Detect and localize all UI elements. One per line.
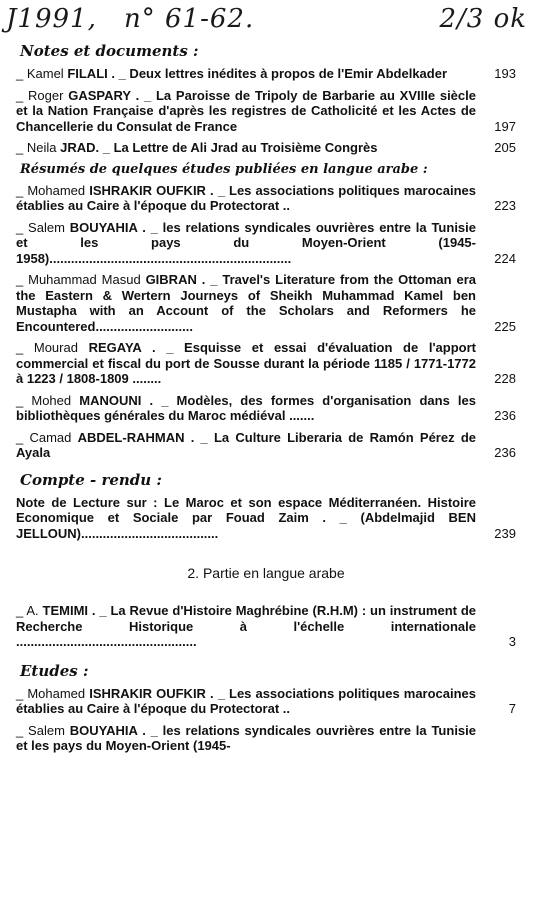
entry-title: . _ Les associations politiques marocaines établies au Caire à l'époque du Protectorat ..: [16, 182, 477, 213]
entry-surname: BOUYAHIA: [69, 219, 138, 235]
entry-surname: ISHRAKIR OUFKIR: [89, 685, 206, 701]
entry-title: . _ La Paroisse de Tripoly de Barbarie au XVIIIe siècle et la Nation Française d'après les registres de Catholicité et les Actes de Chancellerie du Consulat de France: [16, 87, 476, 134]
section-heading-compte-rendu: Compte - rendu :: [20, 470, 162, 489]
entry-dash: _: [16, 140, 27, 155]
entry-title: . _ La Lettre de Ali Jrad au Troisième Congrès: [95, 140, 378, 155]
entry-page-number: 7: [508, 701, 516, 716]
entry-surname: JRAD: [60, 140, 96, 155]
entry-first-name: Roger: [28, 87, 69, 103]
entry-page-number: 223: [494, 198, 516, 213]
entry-dash: _: [16, 340, 34, 355]
toc-entry: [16, 495, 516, 542]
entry-first-name: Salem: [28, 219, 70, 235]
entry-title: . _ La Culture Liberaria de Ramón Pérez de Ayala: [16, 429, 476, 460]
entry-first-name: Mohed: [31, 392, 80, 408]
entry-surname: GIBRAN: [145, 272, 197, 287]
toc-entry: [16, 686, 516, 717]
entry-dash: _: [16, 182, 28, 198]
entry-first-name: Neila: [26, 140, 61, 155]
toc-entry: [16, 393, 516, 424]
entry-surname: BOUYAHIA: [69, 722, 138, 738]
toc-entry: [16, 220, 516, 267]
entry-title: . _ La Revue d'Histoire Maghrébine (R.H.M) : un instrument de Recherche Historique à l'échelle internationale ..................................................: [16, 603, 476, 649]
entry-dash: _: [16, 219, 29, 235]
entry-dash: _: [16, 87, 29, 103]
handwritten-year: J1991,: [6, 4, 97, 34]
entry-title: . _ les relations syndicales ouvrières entre la Tunisie et les pays du Moyen-Orient (1945-1958)...................................................................: [16, 219, 476, 266]
entry-surname: ISHRAKIR OUFKIR: [89, 182, 206, 198]
section-heading-resumes: Résumés de quelques études publiées en langue arabe :: [20, 161, 428, 177]
entry-dash: _: [16, 392, 32, 408]
entry-dash: _: [16, 429, 30, 445]
entry-title: . _ les relations syndicales ouvrières entre la Tunisie et les pays du Moyen-Orient (1945-: [16, 722, 476, 753]
entry-page-number: 236: [494, 408, 516, 423]
entry-surname: BEN JELLOUN: [16, 510, 476, 541]
handwritten-check: 2/3 ok: [439, 4, 527, 34]
entry-first-name: Kamel: [26, 66, 68, 81]
entry-dash: _: [16, 66, 27, 81]
entry-dash: _: [16, 722, 29, 738]
entry-page-number: 3: [508, 634, 516, 649]
entry-surname: FILALI: [67, 66, 108, 81]
handwritten-issue: n° 61-62.: [124, 4, 255, 34]
entry-title: . _ Modèles, des formes d'organisation dans les bibliothèques générales du Maroc médiéval .......: [16, 392, 476, 423]
entry-title: Note de Lecture sur : Le Maroc et son espace Méditerranéen. Histoire Economique et Sociale par Fouad Zaim . _ (Abdelmajid: [16, 494, 476, 525]
entry-title: . _ Les associations politiques marocaines établies au Caire à l'époque du Protectorat ..: [16, 685, 477, 716]
toc-entry: [16, 88, 516, 135]
entry-title: . _ Travel's Literature from the Ottoman era the Eastern & Wertern Journeys of Sheikh Muhammad Kamel ben Mustapha with an Account of the Scholars and Reformers he Encountered...........................: [16, 272, 476, 334]
table-of-contents: [16, 38, 516, 760]
entry-page-number: 225: [494, 318, 516, 334]
section-heading-partie-arabe: 2. Partie en langue arabe: [187, 565, 345, 581]
entry-first-name: Salem: [28, 722, 70, 738]
entry-page-number: 224: [494, 250, 516, 266]
toc-entry: [16, 66, 516, 82]
toc-entry: [16, 723, 516, 754]
entry-first-name: Mohamed: [27, 685, 90, 701]
entry-surname: ABDEL-RAHMAN: [77, 429, 185, 445]
entry-dash: _: [16, 603, 27, 618]
entry-page-number: 197: [494, 118, 516, 134]
entry-first-name: Muhammad Masud: [28, 272, 146, 287]
entry-surname: REGAYA: [88, 340, 142, 355]
entry-tail: )......................................: [76, 525, 219, 541]
entry-first-name: Camad: [29, 429, 78, 445]
section-heading-notes: Notes et documents :: [20, 42, 199, 60]
entry-surname: TEMIMI: [42, 603, 89, 618]
entry-surname: MANOUNI: [79, 392, 142, 408]
section-heading-etudes: Etudes :: [20, 661, 89, 680]
entry-title: . _ Esquisse et essai d'évaluation de l'apport commercial et fiscal du port de Sousse durant la période 1185 / 1771-1772 à 1223 / 1808-1809 ........: [16, 340, 476, 386]
toc-entry: [16, 140, 516, 156]
entry-first-name: A.: [26, 603, 43, 618]
entry-dash: _: [16, 685, 28, 701]
entry-page-number: 236: [494, 445, 516, 460]
entry-page-number: 228: [494, 371, 516, 386]
entry-page-number: 239: [494, 525, 516, 541]
handwritten-annotation: [6, 4, 527, 36]
entry-page-number: 193: [494, 66, 516, 81]
entry-title: . _ Deux lettres inédites à propos de l'Emir Abdelkader: [107, 66, 448, 81]
entry-dash: _: [16, 272, 29, 287]
entry-surname: GASPARY: [68, 87, 131, 103]
toc-entry: [16, 183, 516, 214]
entry-first-name: Mourad: [33, 340, 89, 355]
entry-page-number: 205: [494, 140, 516, 155]
toc-entry: [16, 430, 516, 461]
toc-entry: [16, 272, 516, 334]
toc-entry: [16, 603, 516, 650]
entry-first-name: Mohamed: [27, 182, 90, 198]
toc-entry: [16, 340, 516, 387]
